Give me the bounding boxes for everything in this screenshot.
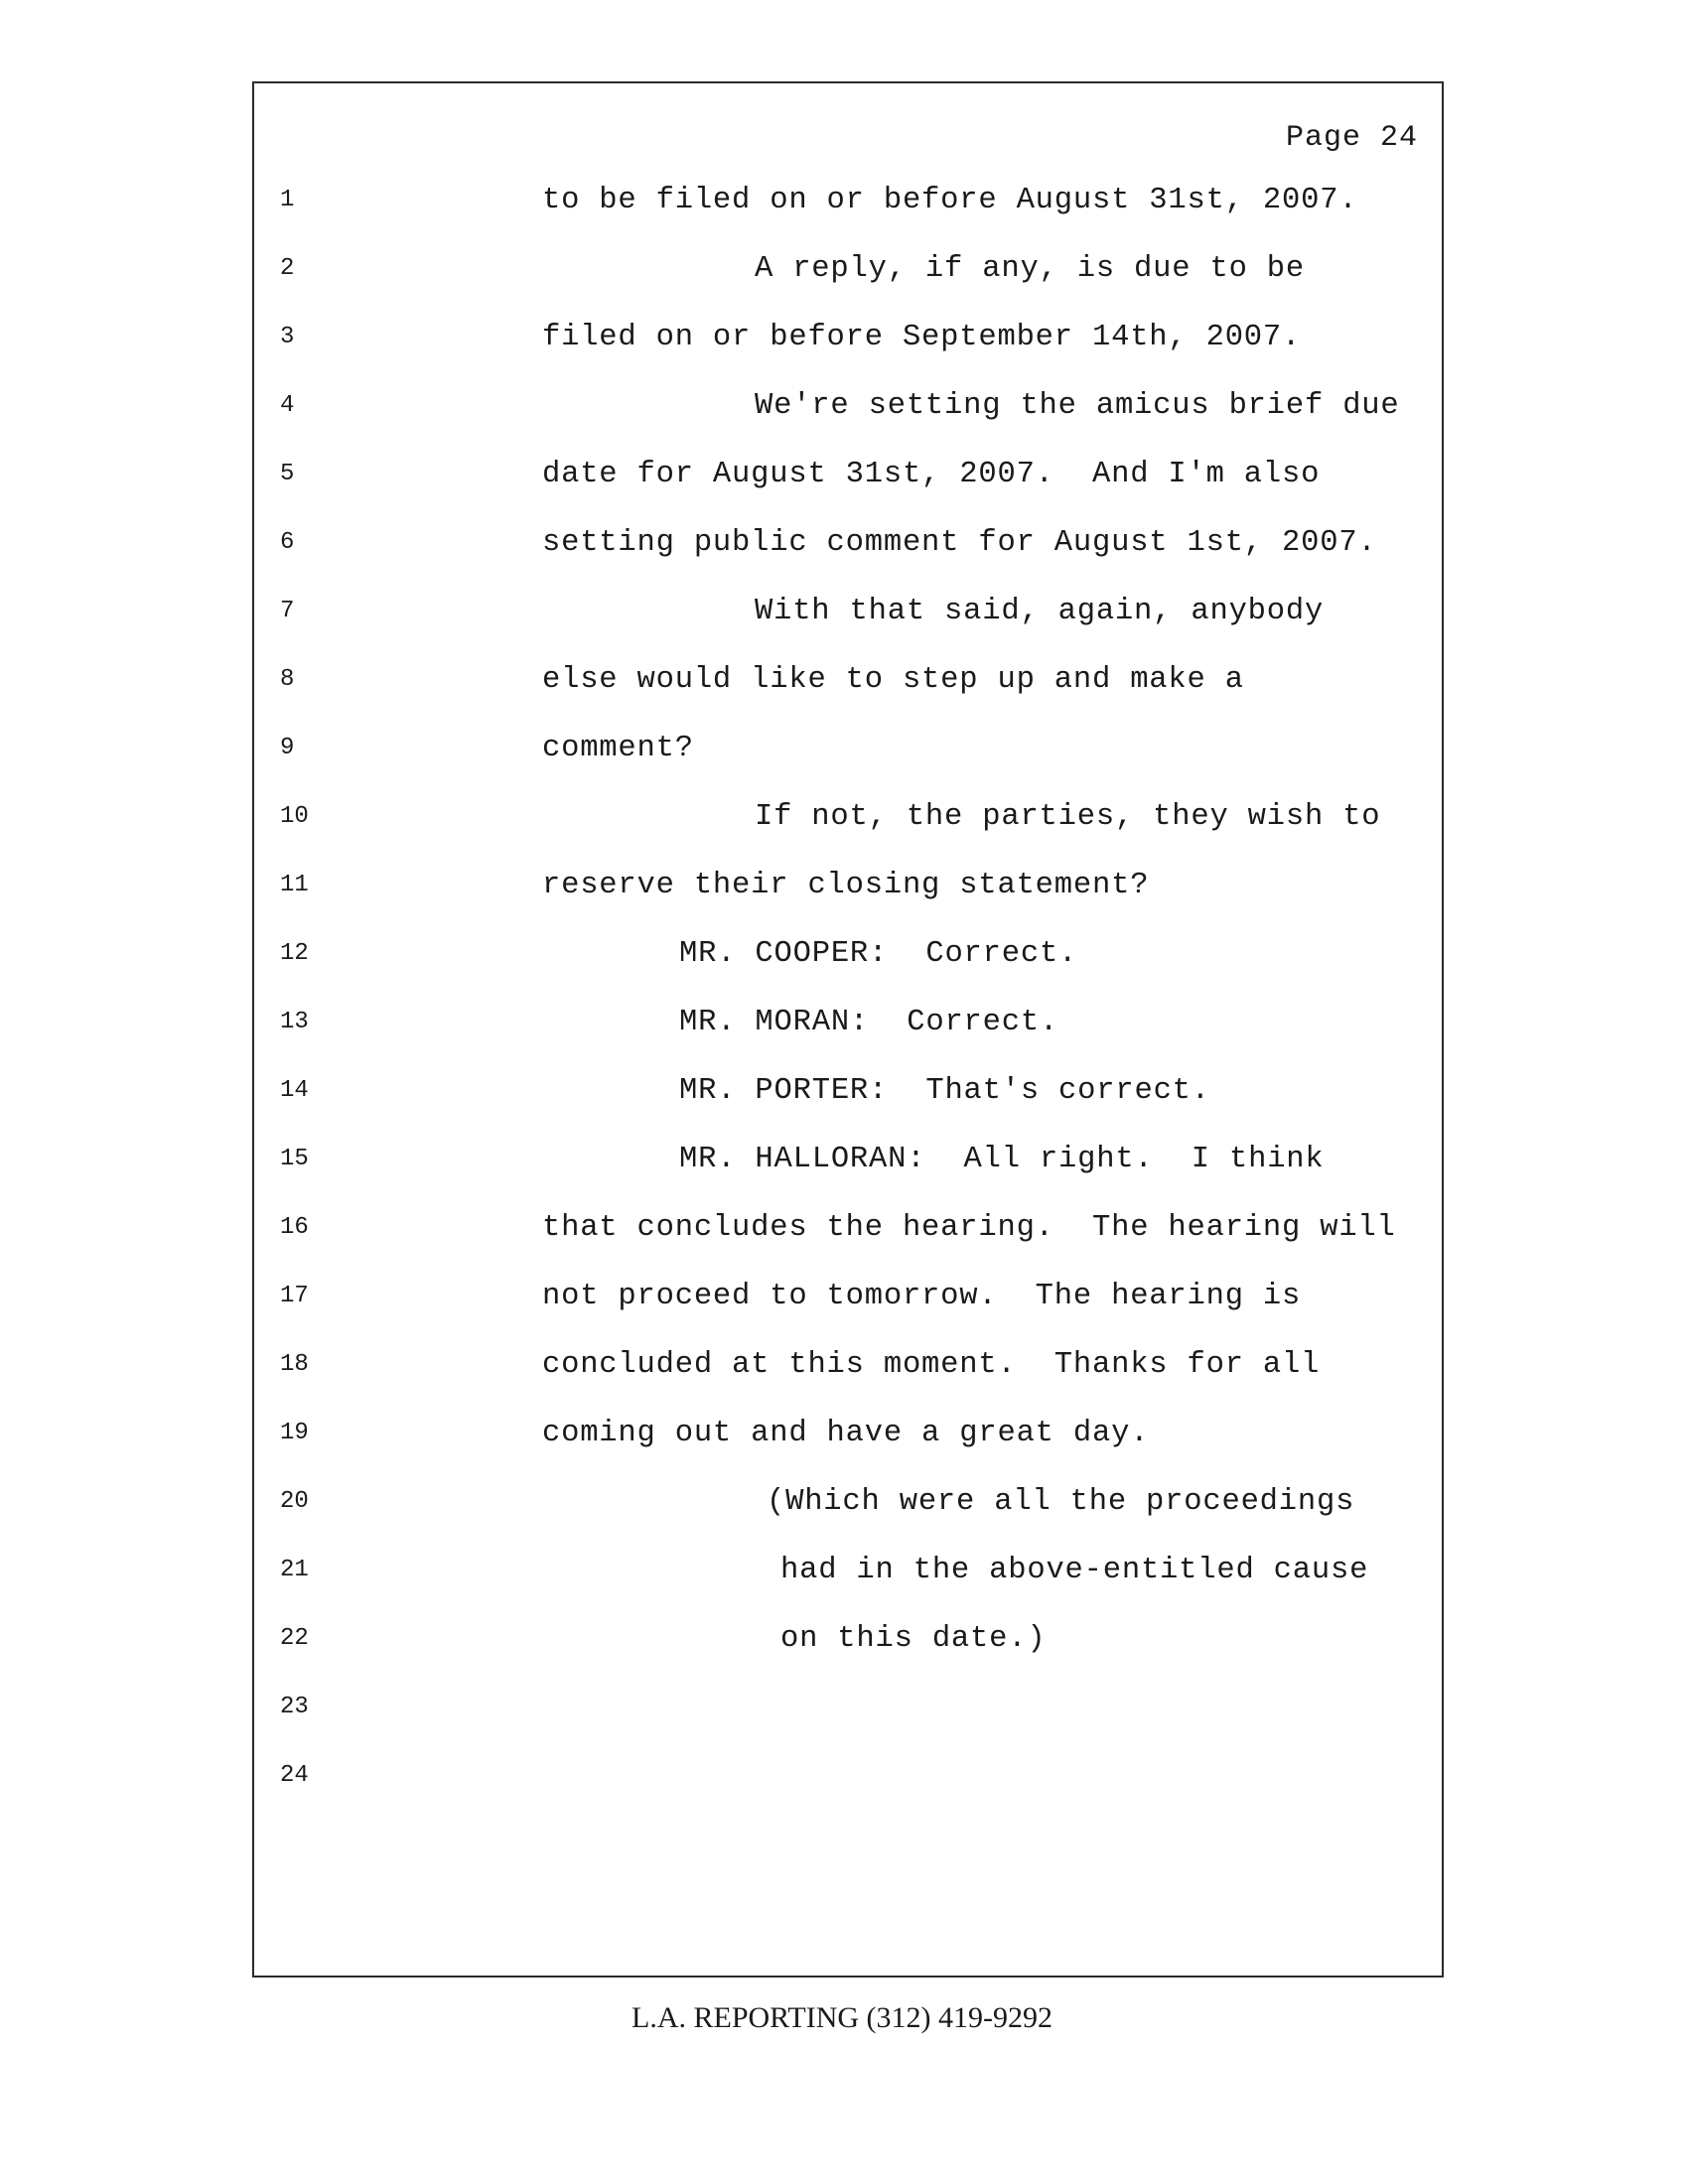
line-text: else would like to step up and make a [542,663,1244,697]
line-text: date for August 31st, 2007. And I'm also [542,458,1321,491]
line-text: setting public comment for August 1st, 2007. [542,526,1377,560]
transcript-line [254,1551,1442,1590]
line-number: 10 [280,803,309,830]
transcript-line [254,1482,1442,1522]
transcript-line [254,660,1442,700]
line-number: 4 [280,392,295,419]
line-text: on this date.) [780,1622,1047,1656]
transcript-line [254,1688,1442,1727]
line-text: MR. MORAN: Correct. [679,1006,1059,1039]
transcript-line [254,934,1442,974]
transcript-page-border [252,81,1444,1978]
line-number: 9 [280,735,295,761]
transcript-line [254,729,1442,768]
transcript-line [254,1619,1442,1659]
line-text: concluded at this moment. Thanks for all [542,1348,1321,1382]
reporter-footer: L.A. REPORTING (312) 419-9292 [632,2001,1052,2034]
line-text: reserve their closing statement? [542,869,1150,902]
transcript-line [254,1003,1442,1042]
transcript-line [254,1071,1442,1111]
transcript-line [254,1756,1442,1796]
line-text: to be filed on or before August 31st, 2007. [542,184,1358,217]
transcript-line [254,797,1442,837]
line-text: had in the above-entitled cause [780,1554,1369,1587]
line-number: 6 [280,529,295,556]
transcript-line [254,386,1442,426]
transcript-line [254,1345,1442,1385]
line-number: 11 [280,872,309,898]
line-number: 20 [280,1488,309,1515]
line-text: MR. COOPER: Correct. [679,937,1078,971]
line-number: 15 [280,1146,309,1172]
line-number: 17 [280,1283,309,1309]
line-text: coming out and have a great day. [542,1417,1150,1450]
line-number: 23 [280,1694,309,1720]
line-text: MR. PORTER: That's correct. [679,1074,1210,1108]
line-text: With that said, again, anybody [755,595,1325,628]
page-number: Page 24 [1285,121,1418,155]
line-number: 14 [280,1077,309,1104]
line-number: 22 [280,1625,309,1652]
transcript-line [254,318,1442,357]
line-number: 13 [280,1009,309,1035]
line-number: 5 [280,461,295,487]
line-number: 12 [280,940,309,967]
line-text: (Which were all the proceedings [767,1485,1355,1519]
line-text: that concludes the hearing. The hearing will [542,1211,1396,1245]
transcript-line [254,866,1442,905]
line-text: MR. HALLORAN: All right. I think [679,1143,1325,1176]
transcript-line [254,523,1442,563]
transcript-line [254,1277,1442,1316]
line-number: 3 [280,324,295,350]
line-number: 7 [280,598,295,624]
line-number: 2 [280,255,295,282]
line-text: We're setting the amicus brief due [755,389,1400,423]
line-number: 1 [280,187,295,213]
line-text: not proceed to tomorrow. The hearing is [542,1280,1302,1313]
line-number: 18 [280,1351,309,1378]
line-number: 21 [280,1557,309,1583]
transcript-line [254,592,1442,631]
transcript-line [254,249,1442,289]
line-text: If not, the parties, they wish to [755,800,1381,834]
transcript-line [254,1208,1442,1248]
line-text: filed on or before September 14th, 2007. [542,321,1302,354]
transcript-line [254,455,1442,494]
transcript-line [254,181,1442,220]
line-number: 16 [280,1214,309,1241]
line-number: 8 [280,666,295,693]
line-number: 24 [280,1762,309,1789]
line-number: 19 [280,1420,309,1446]
line-text: A reply, if any, is due to be [755,252,1305,286]
transcript-line [254,1414,1442,1453]
line-text: comment? [542,732,694,765]
transcript-line [254,1140,1442,1179]
